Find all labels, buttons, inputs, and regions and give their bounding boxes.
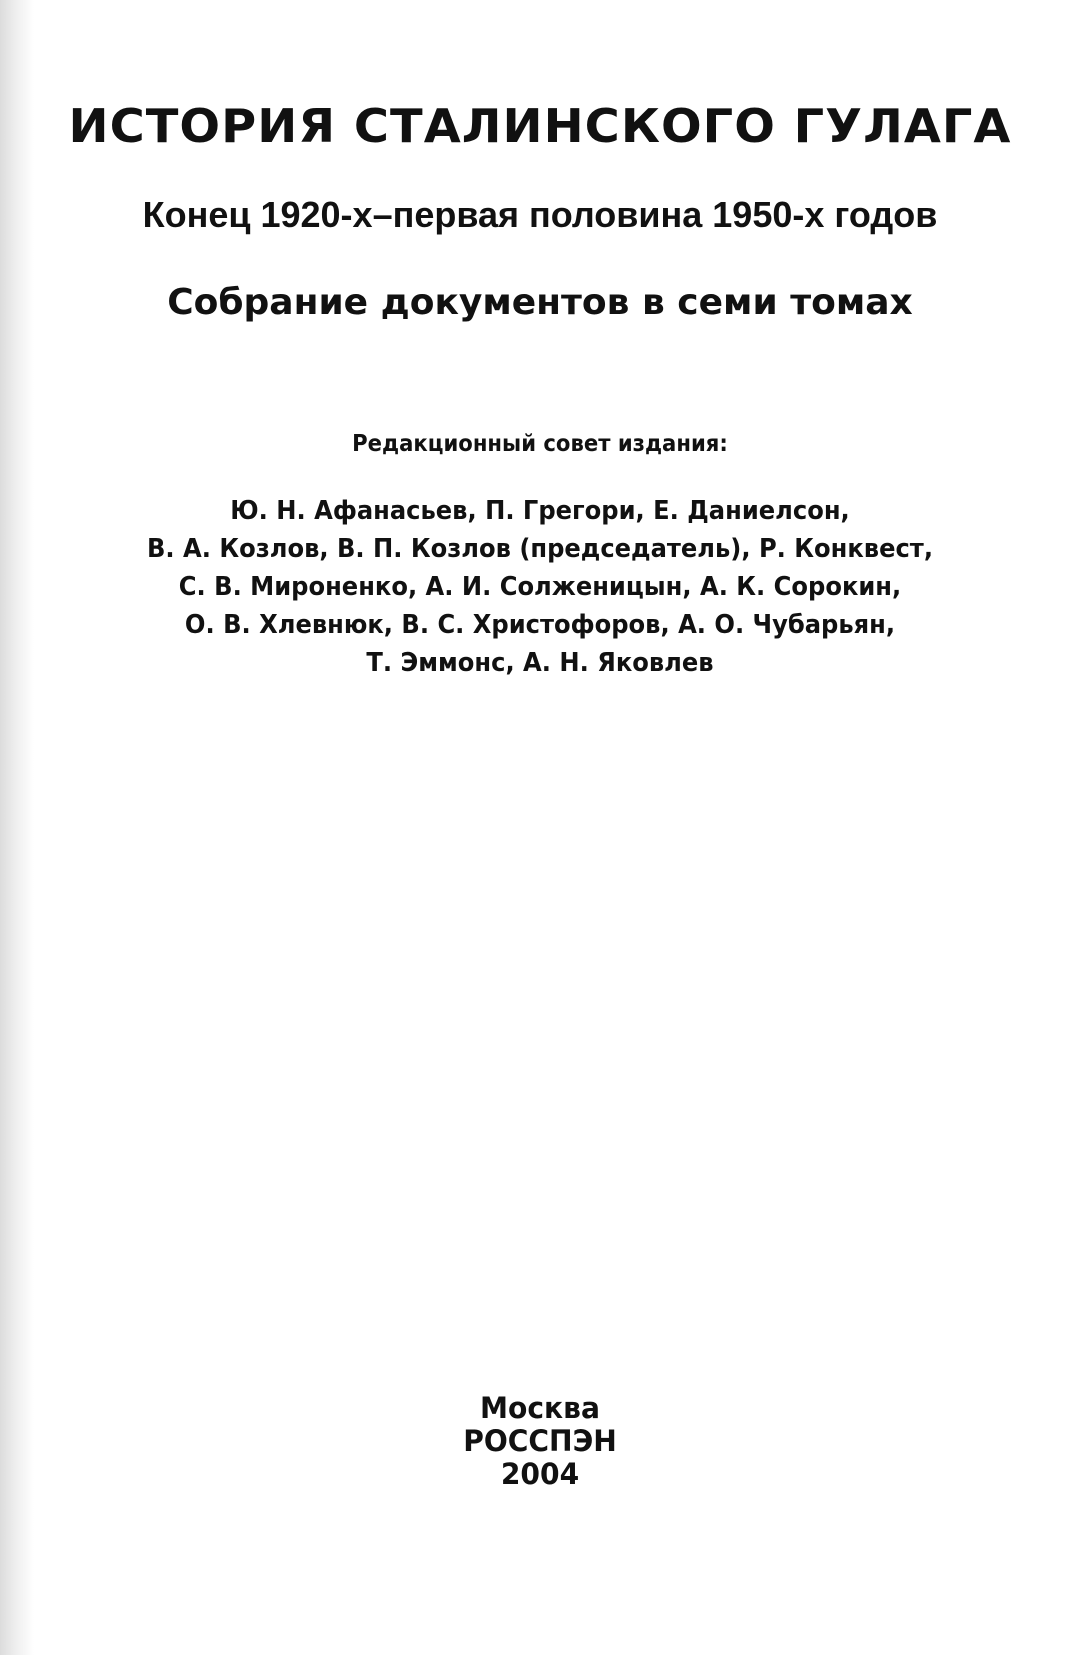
imprint-city: Москва [480,1391,600,1425]
editorial-board-heading: Редакционный совет издания: [352,431,728,457]
book-subtitle: Конец 1920-х–первая половина 1950-х годов [142,194,938,235]
editorial-board-members [38,492,1042,682]
imprint-year: 2004 [500,1457,580,1491]
collection-note: Собрание документов в семи томах [167,282,913,323]
imprint [16,1392,1064,1491]
imprint-publisher: РОССПЭН [463,1424,617,1458]
editorial-board-line: С. В. Мироненко, А. И. Солженицын, А. К. Сорокин, [178,572,902,602]
editorial-board-line: Т. Эммонс, А. Н. Яковлев [366,648,714,678]
editorial-board-line: Ю. Н. Афанасьев, П. Грегори, Е. Даниелсон, [230,496,850,526]
book-title: ИСТОРИЯ СТАЛИНСКОГО ГУЛАГА [68,99,1012,153]
editorial-board-line: В. А. Козлов, В. П. Козлов (председатель), Р. Конквест, [146,534,934,564]
editorial-board-line: О. В. Хлевнюк, В. С. Христофоров, А. О. Чубарьян, [184,610,896,640]
